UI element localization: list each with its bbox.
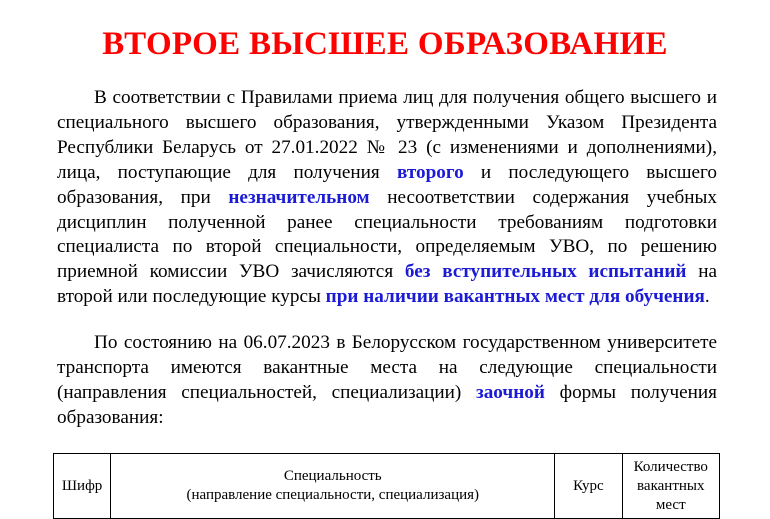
header-code: Шифр — [54, 454, 111, 519]
intro-text-2: и последующего высшего образования, при — [57, 161, 717, 208]
highlight-vacant-places: при наличии вакантных мест для обучения — [325, 286, 705, 308]
header-specialty: Специальность (направление специальности, специализация) — [111, 454, 555, 519]
highlight-correspondence: заочной — [476, 381, 545, 403]
intro-text-3: несоответствии содержания учебных дисциплин полученной ранее специальности требованиям подготовки специалиста по второй специальности, определяемым УВО, по решению приемной комиссии УВО зачисляются — [57, 186, 717, 283]
highlight-second: второго — [396, 161, 464, 183]
intro-text-5: . — [704, 286, 710, 308]
intro-text-4: на второй или последующие курсы — [57, 261, 717, 308]
header-vacant-count: Количество вакантных мест — [622, 454, 719, 519]
highlight-no-entrance-exams: без вступительных испытаний — [404, 261, 687, 283]
vacancies-table — [53, 453, 720, 519]
table-header-row — [54, 454, 720, 519]
page-title: ВТОРОЕ ВЫСШЕЕ ОБРАЗОВАНИЕ — [102, 26, 668, 62]
intro-paragraph — [57, 86, 717, 310]
header-course: Курс — [555, 454, 622, 519]
status-text-2: формы получения образования: — [57, 381, 718, 428]
intro-text-1: В соответствии с Правилами приема лиц для получения общего высшего и специального высшего образования, утвержденными Указом Президента Республики Беларусь от 27.01.2022 № 23 (с изменениями и дополнениями), лица, поступающие для получения — [57, 87, 717, 183]
highlight-insignificant: незначительном — [228, 186, 370, 208]
status-text-1: По состоянию на 06.07.2023 в Белорусском государственном университете транспорта имеются вакантные места на следующие специальности (направления специальностей, специализации) — [57, 332, 717, 403]
status-paragraph — [57, 331, 717, 431]
